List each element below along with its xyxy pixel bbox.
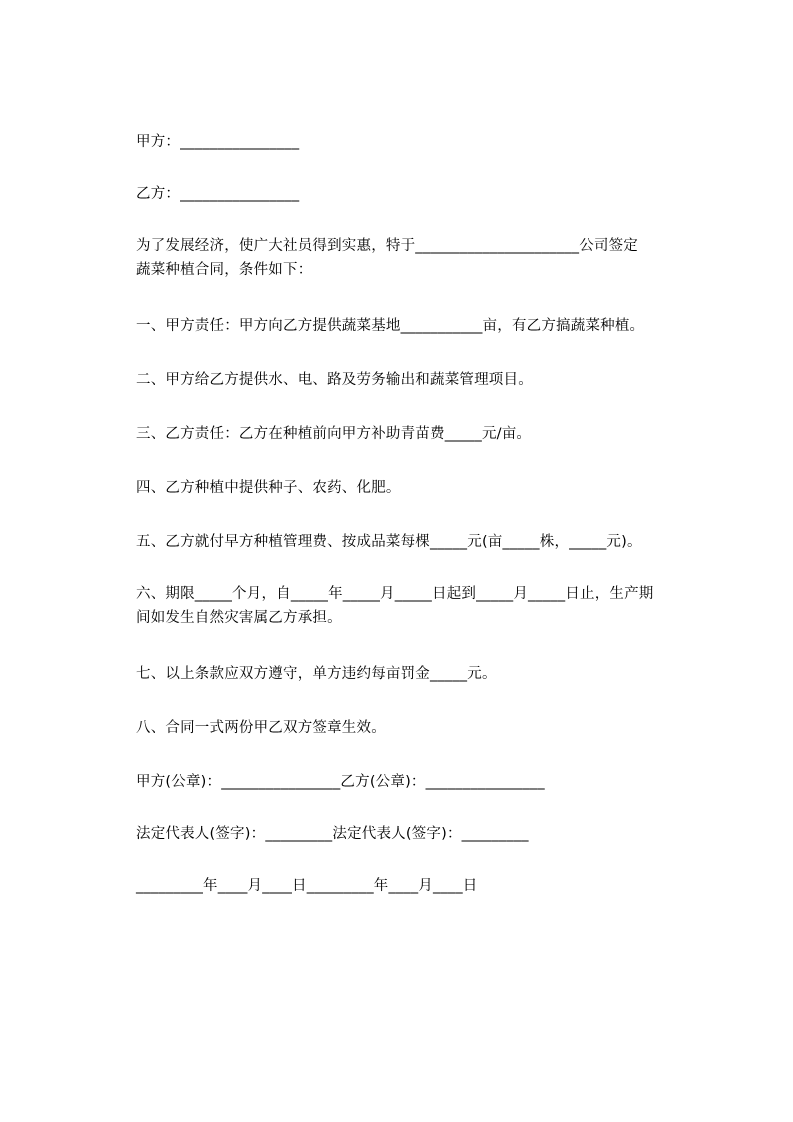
intro-line-2: 蔬菜种植合同，条件如下： [136, 262, 313, 278]
clause-8: 八、合同一式两份甲乙双方签章生效。 [136, 720, 386, 736]
clause-6 [136, 582, 706, 630]
clause-5: 五、乙方就付早方种植管理费、按成品菜每棵_____元(亩_____株，_____元)。 [136, 534, 642, 550]
intro-paragraph [136, 234, 706, 282]
seal-line: 甲方(公章)：________________乙方(公章)：________________ [136, 774, 545, 790]
date-line: _________年____月____日_________年____月____日 [136, 878, 478, 894]
party-a-line: 甲方：________________ [136, 134, 300, 150]
intro-line-1: 为了发展经济，使广大社员得到实惠，特于______________________公司签定 [136, 238, 638, 254]
clause-2: 二、甲方给乙方提供水、电、路及劳务输出和蔬菜管理项目。 [136, 372, 533, 388]
clause-1: 一、甲方责任：甲方向乙方提供蔬菜基地___________亩，有乙方搞蔬菜种植。 [136, 318, 645, 334]
signature-line: 法定代表人(签字)：_________法定代表人(签字)：_________ [136, 826, 529, 842]
party-b-line: 乙方：________________ [136, 186, 300, 202]
clause-6-line-2: 间如发生自然灾害属乙方承担。 [136, 610, 342, 626]
clause-4: 四、乙方种植中提供种子、农药、化肥。 [136, 480, 401, 496]
clause-3: 三、乙方责任：乙方在种植前向甲方补助青苗费_____元/亩。 [136, 426, 532, 442]
clause-6-line-1: 六、期限_____个月，自_____年_____月_____日起到_____月_____日止，生产期 [136, 586, 654, 602]
clause-7: 七、以上条款应双方遵守，单方违约每亩罚金_____元。 [136, 666, 497, 682]
